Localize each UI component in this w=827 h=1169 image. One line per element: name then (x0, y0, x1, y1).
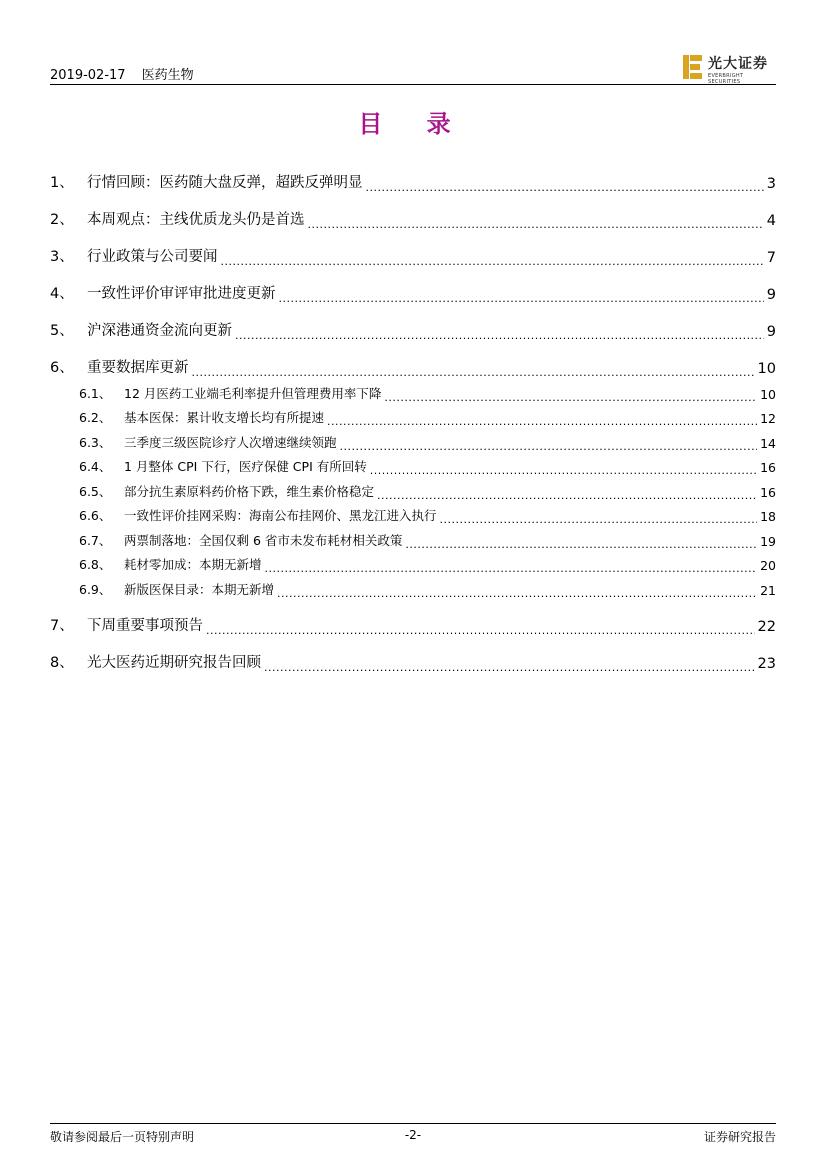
toc-entry-page: 19 (760, 533, 776, 549)
toc-entry-text: 行情回顾：医药随大盘反弹，超跌反弹明显 (87, 175, 363, 191)
toc-entry-page: 16 (760, 460, 776, 475)
toc-subentry[interactable] (50, 426, 776, 451)
toc-entry-text: 沪深港通资金流向更新 (87, 323, 232, 339)
toc-leader-dots (405, 536, 757, 549)
toc-entry[interactable] (50, 340, 776, 377)
toc-leader-dots (340, 438, 758, 451)
footer-divider (50, 1123, 776, 1124)
toc-leader-dots (308, 215, 764, 230)
toc-entry-number: 6.7、 (79, 532, 112, 548)
toc-entry-page: 10 (757, 361, 776, 377)
toc-entry[interactable] (50, 598, 776, 635)
toc-entry[interactable] (50, 192, 776, 229)
toc-leader-dots (366, 178, 764, 193)
toc-entry-page: 23 (757, 655, 776, 672)
toc-entry-text: 两票制落地：全国仅剩 6 省市未发布耗材相关政策 (124, 532, 403, 548)
toc-entry-number: 6.8、 (79, 557, 112, 572)
toc-leader-dots (264, 657, 755, 672)
page-number: -2- (404, 1128, 422, 1142)
toc-entry-number: 1、 (50, 175, 74, 191)
toc-entry-text: 本周观点：主线优质龙头仍是首选 (87, 212, 305, 228)
toc-entry-page: 3 (766, 176, 776, 192)
toc-leader-dots (370, 463, 757, 476)
toc-entry-number: 7、 (50, 617, 74, 634)
toc-leader-dots (279, 289, 764, 304)
toc-subentry[interactable] (50, 402, 776, 427)
report-date: 2019-02-17 (50, 68, 126, 83)
toc-entry-text: 1 月整体 CPI 下行，医疗保健 CPI 有所回转 (124, 459, 367, 474)
toc-entry-number: 6.1、 (79, 385, 112, 401)
toc-entry-page: 10 (760, 386, 776, 402)
toc-subentry[interactable] (50, 524, 776, 549)
page-header (50, 52, 776, 84)
toc-entry-number: 8、 (50, 654, 74, 671)
toc-entry[interactable] (50, 155, 776, 192)
toc-entry[interactable] (50, 229, 776, 266)
report-category: 医药生物 (141, 68, 194, 83)
toc-entry-number: 6.3、 (79, 434, 112, 450)
toc-subentry[interactable] (50, 377, 776, 402)
toc-entry[interactable] (50, 266, 776, 303)
footer-disclaimer: 敬请参阅最后一页特别声明 (50, 1130, 195, 1144)
toc-entry-page: 4 (766, 213, 776, 229)
toc-entry-page: 14 (760, 435, 776, 451)
header-divider (50, 84, 776, 85)
toc-leader-dots (221, 252, 764, 267)
toc-entry-number: 5、 (50, 323, 74, 339)
toc-entry-number: 3、 (50, 249, 74, 265)
toc-entry-number: 6.6、 (79, 508, 112, 523)
toc-entry-page: 22 (757, 618, 776, 635)
toc-entry-page: 9 (766, 287, 776, 303)
toc-subentry[interactable] (50, 549, 776, 574)
toc-entry-text: 三季度三级医院诊疗人次增速继续领跑 (124, 434, 337, 450)
toc-entry-page: 9 (766, 324, 776, 340)
toc-entry-number: 6、 (50, 360, 74, 376)
toc-entry-text: 一致性评价审评审批进度更新 (87, 286, 276, 302)
toc-entry-number: 6.5、 (79, 483, 112, 499)
toc-entry[interactable] (50, 635, 776, 672)
toc-entry-text: 部分抗生素原料药价格下跌，维生素价格稳定 (124, 483, 375, 499)
everbright-logo (682, 52, 774, 85)
toc-leader-dots (377, 487, 757, 500)
toc-leader-dots (206, 620, 755, 635)
toc-entry-text: 重要数据库更新 (87, 360, 189, 376)
toc-leader-dots (235, 326, 764, 341)
toc-leader-dots (327, 414, 757, 427)
toc-title: 目 录 (358, 109, 469, 138)
everbright-logo-icon (682, 54, 704, 80)
toc-leader-dots (440, 512, 758, 525)
toc-entry-text: 下周重要事项预告 (87, 617, 203, 634)
logo-text-cn: 光大证券 (708, 56, 768, 72)
toc-entry-number: 6.9、 (79, 581, 112, 597)
toc-entry-page: 18 (760, 509, 776, 524)
toc-entry-page: 20 (760, 558, 776, 573)
header-meta (50, 64, 194, 83)
toc-entry-page: 7 (766, 250, 776, 266)
toc-entry-text: 耗材零加成：本期无新增 (124, 557, 262, 572)
logo-text-en: EVERBRIGHT SECURITIES (708, 73, 744, 85)
toc-entry-page: 21 (760, 582, 776, 598)
footer-report-type: 证券研究报告 (703, 1130, 776, 1144)
toc-entry-text: 12 月医药工业端毛利率提升但管理费用率下降 (124, 385, 382, 401)
toc-leader-dots (192, 363, 755, 378)
toc-entry-number: 6.4、 (79, 459, 112, 474)
toc-entry-page: 16 (760, 484, 776, 500)
toc-subentry[interactable] (50, 475, 776, 500)
toc-leader-dots (277, 585, 757, 598)
toc-leader-dots (384, 389, 757, 402)
toc-entry-text: 行业政策与公司要闻 (87, 249, 218, 265)
toc-leader-dots (265, 561, 758, 574)
toc-entry-number: 6.2、 (79, 410, 112, 425)
toc-entry-number: 2、 (50, 212, 74, 228)
toc-entry-text: 基本医保：累计收支增长均有所提速 (124, 410, 325, 425)
toc-entry-page: 12 (760, 411, 776, 426)
toc-entry[interactable] (50, 303, 776, 340)
toc-list (50, 155, 776, 672)
toc-subentry[interactable] (50, 451, 776, 476)
toc-entry-number: 4、 (50, 286, 74, 302)
toc-entry-text: 新版医保目录：本期无新增 (124, 581, 275, 597)
toc-entry-text: 一致性评价挂网采购：海南公布挂网价、黑龙江进入执行 (124, 508, 437, 523)
toc-entry-text: 光大医药近期研究报告回顾 (87, 654, 261, 671)
toc-subentry[interactable] (50, 573, 776, 598)
toc-subentry[interactable] (50, 500, 776, 525)
